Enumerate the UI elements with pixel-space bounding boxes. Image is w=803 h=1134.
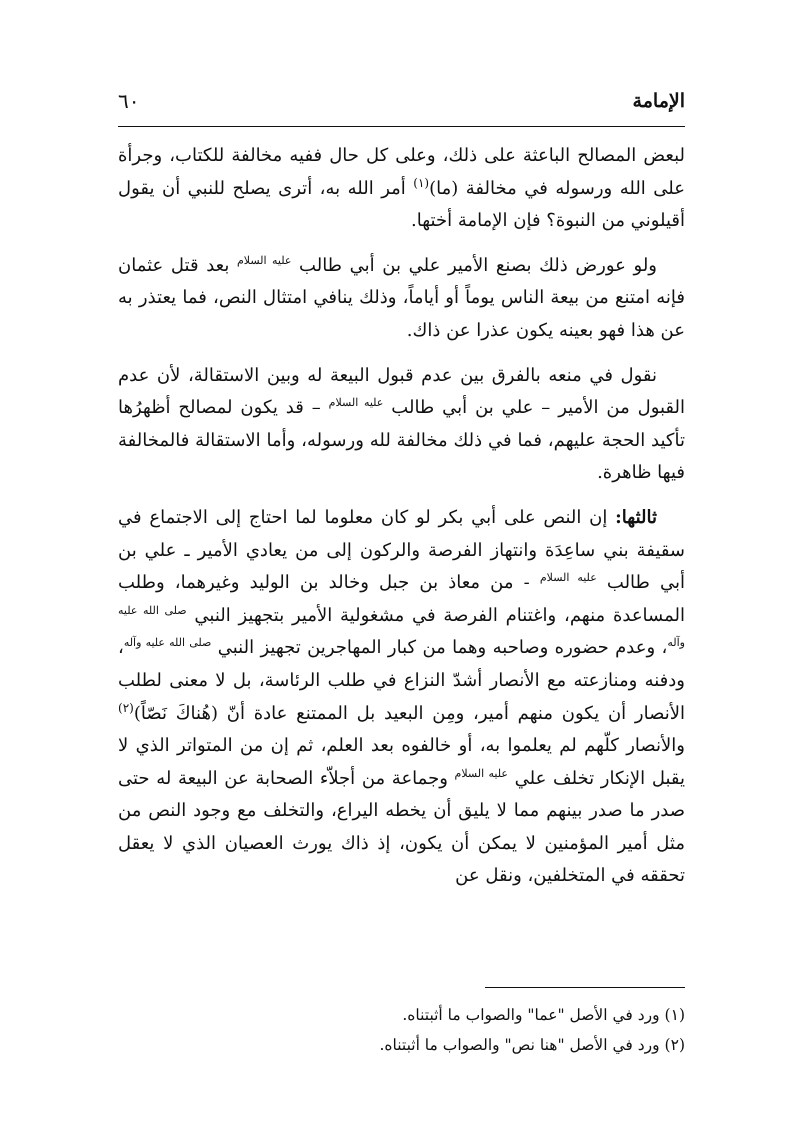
body-text bbox=[118, 140, 685, 905]
honorific-mark: صلى الله عليه وآله bbox=[118, 603, 685, 650]
paragraph-2-text-a: ولو عورض ذلك بصنع الأمير علي بن أبي طالب bbox=[291, 254, 657, 276]
paragraph-3-text-a: نقول في منعه بالفرق بين عدم قبول البيعة له وبين الاستقالة، لأن عدم القبول من الأمير – علي بن أبي طالب bbox=[118, 364, 686, 419]
paragraph-1-text-b: أمر الله به، أترى يصلح للنبي أن يقول أقيلوني من النبوة؟ فإن الإمامة أختها. bbox=[118, 177, 685, 232]
honorific-mark: صلى الله عليه وآله bbox=[123, 636, 212, 650]
footnotes bbox=[118, 1000, 685, 1060]
footnote-1: (١) ورد في الأصل "عما" والصواب ما أثبتناه. bbox=[402, 1006, 685, 1024]
footnote-ref-2: (٢) bbox=[118, 700, 134, 715]
paragraph-4-lead: ثالثها: bbox=[615, 506, 657, 528]
honorific-mark: عليه السلام bbox=[539, 571, 597, 585]
honorific-mark: عليه السلام bbox=[236, 253, 292, 267]
paragraph-4-text-3: ، وعدم حضوره وصاحبه وهما من كبار المهاجرين تجهيز النبي bbox=[211, 637, 668, 659]
paragraph-4-text-5: والأنصار كلّهم لم يعلموا به، أو خالفوه بعد العلم، ثم إن من المتواتر الذي لا يقبل الإنكار تخلف علي bbox=[118, 735, 685, 789]
honorific-mark: عليه السلام bbox=[454, 766, 508, 780]
paragraph-3-text-b: – قد يكون لمصالح أظهرُها تأكيد الحجة عليهم، فما في ذلك مخالفة لله ورسوله، وأما الاستقالة فالمخالفة فيها ظاهرة. bbox=[118, 397, 685, 484]
paragraph-4-text-1: إن النص على أبي بكر لو كان معلوما لما احتاج إلى الاجتماع في سقيفة بني ساعِدَة وانتهاز الفرصة والركون إلى من يعادي الأمير ـ علي بن أبي طالب bbox=[118, 506, 686, 594]
paragraph-4-text-6: وجماعة من أجلاّء الصحابة عن البيعة له حتى صدر ما صدر بينهم مما لا يليق أن يخطه اليراع، والتخلف مع وجود النص من مثل أمير المؤمنين لا يمكن أن يكون، إذ ذاك يورث العصيان الذي لا يعقل تحققه في المتخلفين، ونقل عن bbox=[118, 767, 685, 887]
footnote-2: (٢) ورد في الأصل "هنا نص" والصواب ما أثبتناه. bbox=[379, 1036, 685, 1054]
paragraph-3 bbox=[118, 360, 685, 490]
running-title: الإمامة bbox=[632, 90, 685, 112]
paragraph-1 bbox=[118, 140, 685, 238]
honorific-mark: عليه السلام bbox=[328, 396, 384, 410]
paragraph-2 bbox=[118, 250, 685, 348]
paragraph-1-text-a: لبعض المصالح الباعثة على ذلك، وعلى كل حال ففيه مخالفة للكتاب، وجرأة على الله ورسوله في مخالفة (ما) bbox=[118, 145, 685, 199]
running-header bbox=[118, 86, 685, 116]
footnote-ref-1: (١) bbox=[413, 175, 430, 190]
paragraph-4 bbox=[118, 502, 685, 893]
paragraph-2-text-b: بعد قتل عثمان فإنه امتنع من بيعة الناس يوماً أو أياماً، وذلك ينافي امتثال النص، فما يعتذر به عن هذا فهو بعينه يكون عذرا عن ذاك. bbox=[118, 254, 685, 341]
paragraph-4-text-2: - من معاذ بن جبل وخالد بن الوليد وغيرهما، وطلب المساعدة منهم، واغتنام الفرصة في مشغولية الأمير بتجهيز النبي bbox=[118, 572, 685, 626]
paragraph-4-text-4: ، ودفنه ومنازعته مع الأنصار أشدّ النزاع في طلب الرئاسة، بل لا معنى لطلب الأنصار أن يكون منهم أمير، ومِن البعيد بل الممتنع عادة أنّ (هُناكَ نَصّاً) bbox=[118, 637, 685, 724]
header-rule bbox=[118, 126, 685, 127]
page-number: ٦٠ bbox=[118, 89, 140, 113]
footnote-rule bbox=[485, 987, 685, 988]
